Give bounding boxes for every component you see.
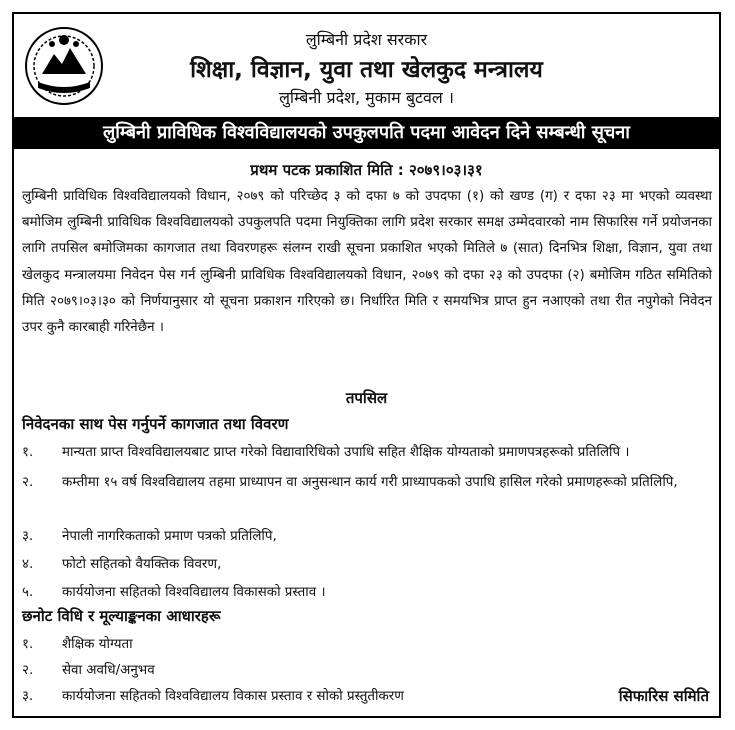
list-item-text: कार्ययोजना सहितको विश्वविद्यालय विकास प्रस्ताव र सोको प्रस्तुतीकरण (62, 689, 404, 704)
list-item-text: कम्तीमा १५ वर्ष विश्वविद्यालय तहमा प्राध्यापन वा अनुसन्धान कार्य गरी प्राध्यापकको उपाधि हासिल गरेको प्रमाणहरूको प्रतिलिपि, (62, 475, 678, 490)
annex-title: तपसिल (345, 389, 388, 407)
list-item (22, 440, 712, 465)
signature-committee: सिफारिस समिति (618, 687, 709, 705)
notice-body: लुम्बिनी प्राविधिक विश्वविद्यालयको विधान, २०७९ को परिच्छेद ३ को दफा ७ को उपदफा (१) को खण्ड (ग) र दफा २३ मा भएको व्यवस्था बमोजिम लुम्बिनी प्राविधिक विश्वविद्यालयको उपकुलपति पदमा नियुक्तिका लागि प्रदेश सरकार समक्ष उम्मेदवारको नाम सिफारिस गर्ने प्रयोजनका लागि तपसिल बमोजिमका कागजात तथा विवरणहरू संलग्न राखी सूचना प्रकाशित भएको मितिले ७ (सात) दिनभित्र शिक्षा, विज्ञान, युवा तथा खेलकुद मन्त्रालयमा निवेदन पेस गर्न लुम्बिनी प्राविधिक विश्वविद्यालयको विधान, २०७९ को दफा २३ को उपदफा (२) बमोजिम गठित समितिको मिति २०७९।०३।३० को निर्णयानुसार यो सूचना प्रकाशन गरिएको छ। निर्धारित मिति र समयभित्र प्राप्त हुन नआएको तथा रीत नपुगेको निवेदन उपर कुनै कारबाही गरिनेछैन । (22, 189, 712, 336)
list-item (22, 580, 712, 605)
notice-title-banner: लुम्बिनी प्राविधिक विश्वविद्यालयको उपकुलपति पदमा आवेदन दिने सम्बन्धी सूचना (14, 117, 719, 149)
list-item (22, 658, 712, 683)
list-item-text: फोटो सहितको वैयक्तिक विवरण, (62, 557, 222, 572)
list-item-text: नेपाली नागरिकताको प्रमाण पत्रको प्रतिलिपि, (62, 529, 277, 544)
list-item (22, 552, 712, 577)
list-item (22, 684, 582, 709)
list-item-number: २. (22, 475, 34, 490)
list-item-number: ५. (22, 585, 34, 600)
government-name: लुम्बिनी प्रदेश सरकार (305, 30, 428, 49)
criteria-section-title: छनोट विधि र मूल्याङ्कनका आधारहरू (22, 607, 221, 625)
list-item-text: मान्यता प्राप्त विश्वविद्यालयबाट प्राप्त गरेको विद्यावारिधिको उपाधि सहित शैक्षिक योग्यताको प्रमाणपत्रहरूको प्रतिलिपि । (62, 445, 630, 460)
ministry-location: लुम्बिनी प्रदेश, मुकाम बुटवल । (279, 88, 454, 107)
list-item (22, 524, 712, 549)
list-item-number: ३. (22, 529, 34, 544)
notice-frame (12, 12, 721, 718)
ministry-name: शिक्षा, विज्ञान, युवा तथा खेलकुद मन्त्रालय (190, 57, 543, 83)
list-item (22, 470, 712, 495)
published-date: प्रथम पटक प्रकाशित मिति : २०७९।०३।३१ (250, 161, 483, 179)
list-item-number: २. (22, 663, 34, 678)
list-item-number: १. (22, 445, 34, 460)
list-item-text: कार्ययोजना सहितको विश्वविद्यालय विकासको प्रस्ताव । (62, 585, 326, 600)
list-item (22, 632, 712, 657)
notice-header (14, 14, 719, 114)
list-item-number: ४. (22, 557, 34, 572)
list-item-number: १. (22, 637, 34, 652)
documents-section-title: निवेदनका साथ पेस गर्नुपर्ने कागजात तथा विवरण (22, 415, 289, 433)
list-item-text: सेवा अवधि/अनुभव (62, 663, 155, 678)
list-item-number: ३. (22, 689, 34, 704)
list-item-text: शैक्षिक योग्यता (62, 637, 133, 652)
